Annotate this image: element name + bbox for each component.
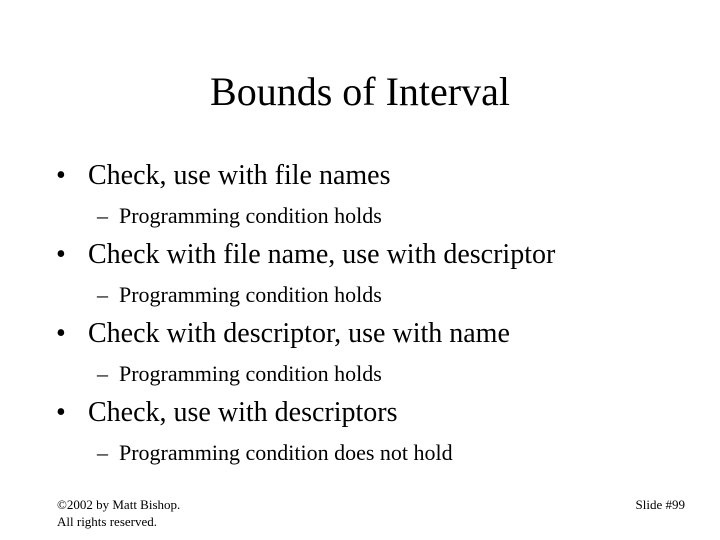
sub-bullet-marker: –: [97, 361, 108, 386]
bullet-marker: •: [56, 239, 66, 270]
sub-bullet-marker: –: [97, 440, 108, 465]
sub-bullet-text: Programming condition holds: [119, 203, 382, 228]
sub-bullet-marker: –: [97, 203, 108, 228]
footer-copyright: [57, 496, 297, 530]
sub-bullet-item-1: [97, 203, 382, 229]
sub-bullet-item-2: [97, 282, 382, 308]
rights-line: All rights reserved.: [57, 514, 158, 529]
bullet-text: Check, use with descriptors: [88, 397, 398, 428]
sub-bullet-text: Programming condition does not hold: [119, 440, 453, 465]
bullet-marker: •: [56, 160, 66, 191]
bullet-text: Check with file name, use with descriptor: [88, 239, 556, 270]
slide-number: Slide #99: [635, 497, 685, 512]
bullet-marker: •: [56, 397, 66, 428]
sub-bullet-text: Programming condition holds: [119, 361, 382, 386]
bullet-text: Check with descriptor, use with name: [88, 318, 510, 349]
bullet-text: Check, use with file names: [88, 160, 391, 191]
bullet-marker: •: [56, 318, 66, 349]
sub-bullet-marker: –: [97, 282, 108, 307]
copyright-line: ©2002 by Matt Bishop.: [57, 497, 181, 512]
sub-bullet-text: Programming condition holds: [119, 282, 382, 307]
slide-title: Bounds of Interval: [210, 69, 510, 114]
sub-bullet-item-3: [97, 361, 382, 387]
sub-bullet-item-4: [97, 440, 453, 466]
